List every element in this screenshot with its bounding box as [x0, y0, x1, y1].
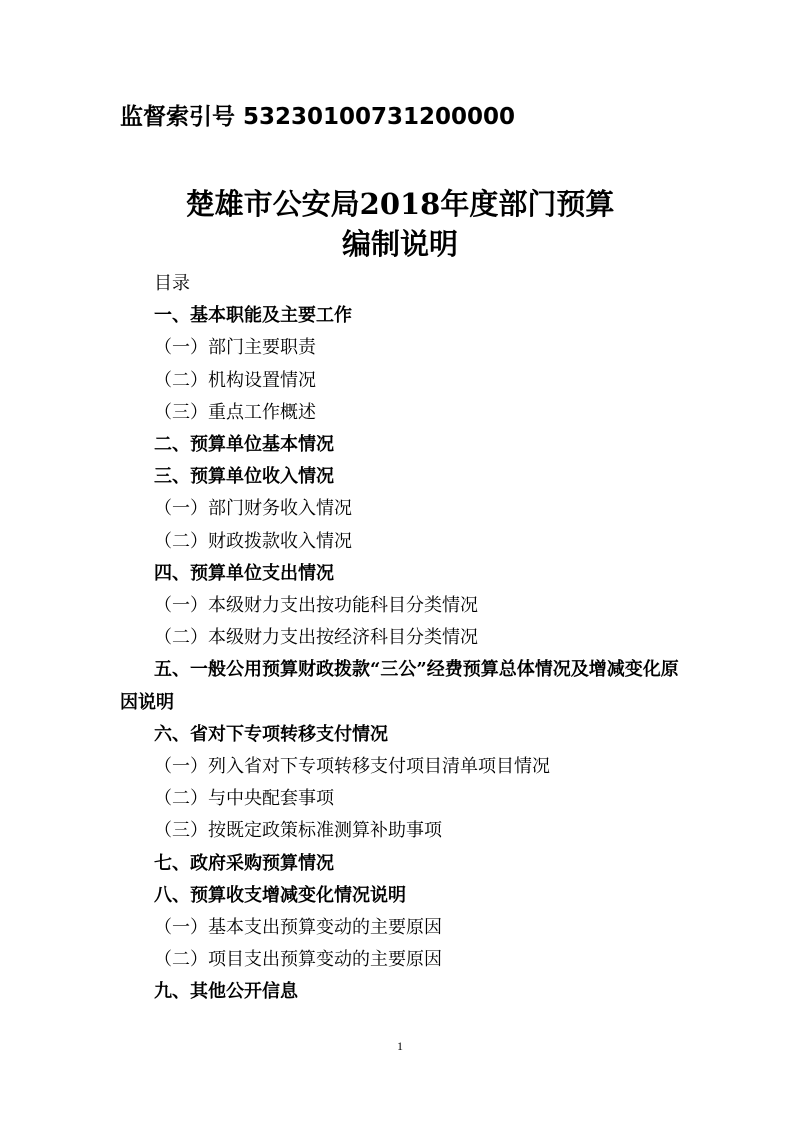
toc-item: （一）部门财务收入情况 [154, 498, 352, 520]
page-number: 1 [397, 1039, 403, 1053]
toc-item: 二、预算单位基本情况 [154, 434, 334, 456]
toc-item: （二）项目支出预算变动的主要原因 [154, 949, 442, 971]
document-title: 楚雄市公安局2018年度部门预算 [185, 187, 615, 221]
toc-item: （三）按既定政策标准测算补助事项 [154, 820, 442, 842]
toc-item: （一）基本支出预算变动的主要原因 [154, 917, 442, 939]
supervision-index-number: 监督索引号 53230100731200000 [120, 104, 516, 130]
toc-heading: 目录 [154, 273, 190, 294]
toc-item: 八、预算收支增减变化情况说明 [154, 884, 406, 906]
table-of-contents [120, 268, 690, 1009]
toc-item: 六、省对下专项转移支付情况 [154, 723, 388, 745]
toc-item: 九、其他公开信息 [154, 981, 298, 1003]
toc-item: 三、预算单位收入情况 [154, 466, 334, 488]
toc-item: （二）本级财力支出按经济科目分类情况 [154, 627, 478, 649]
document-subtitle: 编制说明 [341, 227, 458, 261]
toc-item: 四、预算单位支出情况 [154, 562, 334, 584]
toc-item: （一）部门主要职责 [154, 337, 316, 359]
toc-item: 一、基本职能及主要工作 [154, 305, 352, 327]
toc-item: （二）财政拨款收入情况 [154, 530, 352, 552]
toc-item: （二）与中央配套事项 [154, 788, 334, 810]
toc-item: （一）列入省对下专项转移支付项目清单项目情况 [154, 756, 550, 778]
toc-item: （一）本级财力支出按功能科目分类情况 [154, 595, 478, 617]
toc-item: 七、政府采购预算情况 [154, 852, 334, 874]
toc-item: （三）重点工作概述 [154, 401, 316, 423]
toc-item: （二）机构设置情况 [154, 369, 316, 391]
toc-item: 五、一般公用预算财政拨款“三公”经费预算总体情况及增减变化原因说明 [120, 659, 679, 713]
